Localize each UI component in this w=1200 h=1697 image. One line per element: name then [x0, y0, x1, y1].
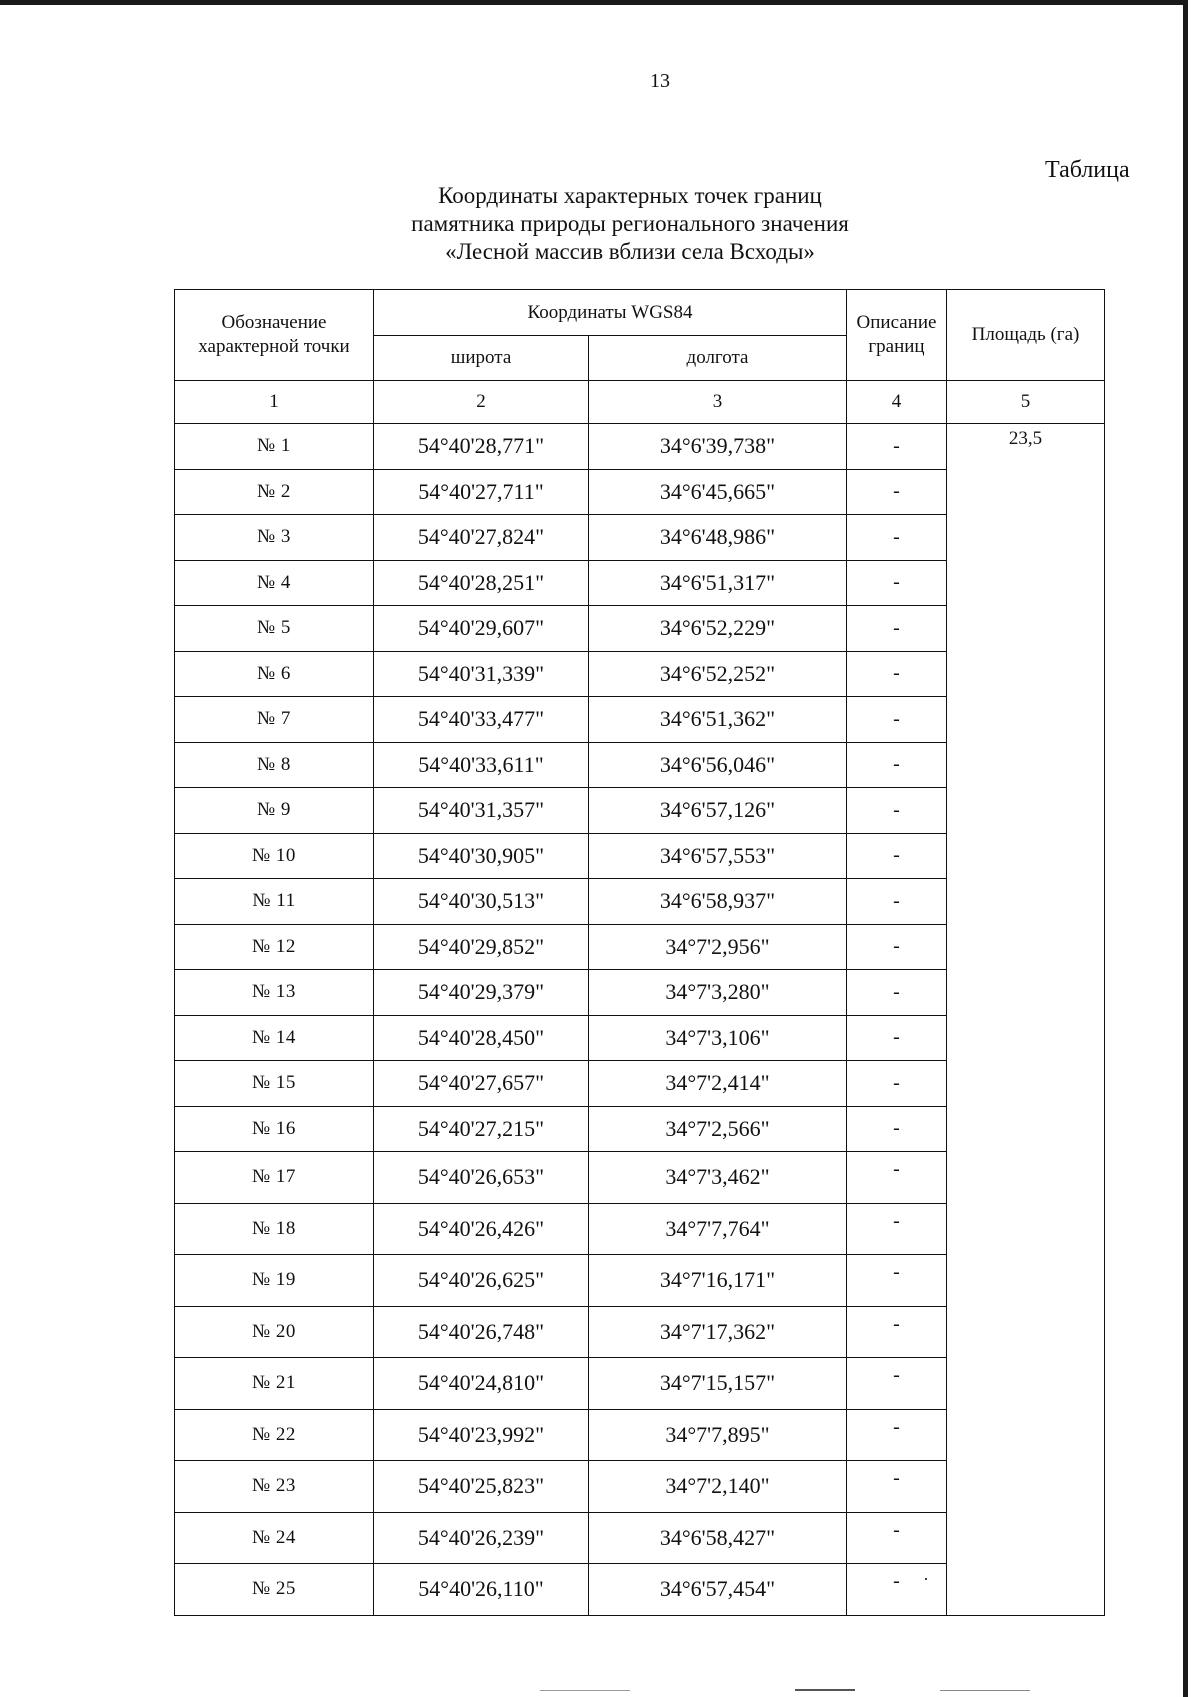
scan-speck: [795, 1689, 855, 1691]
column-number-2: 2: [374, 381, 589, 424]
point-designation: № 20: [175, 1306, 374, 1358]
point-designation: № 3: [175, 515, 374, 561]
longitude-value: 34°6'51,362": [589, 697, 847, 743]
point-designation: № 1: [175, 424, 374, 470]
longitude-value: 34°7'7,764": [589, 1203, 847, 1255]
latitude-value: 54°40'27,711": [374, 469, 589, 515]
longitude-value: 34°6'58,427": [589, 1512, 847, 1564]
longitude-value: 34°6'57,126": [589, 788, 847, 834]
point-designation: № 18: [175, 1203, 374, 1255]
longitude-value: 34°7'2,566": [589, 1106, 847, 1152]
page-number: 13: [650, 70, 670, 92]
point-designation: № 6: [175, 651, 374, 697]
point-designation: № 16: [175, 1106, 374, 1152]
latitude-value: 54°40'30,513": [374, 879, 589, 925]
boundary-description-value: -: [847, 788, 947, 834]
boundary-description-value: -: [847, 1409, 947, 1461]
area-value: 23,5: [947, 424, 1105, 1616]
latitude-value: 54°40'26,748": [374, 1306, 589, 1358]
header-designation: Обозначение характерной точки: [175, 290, 374, 381]
latitude-value: 54°40'26,426": [374, 1203, 589, 1255]
point-designation: № 8: [175, 742, 374, 788]
boundary-description-value: -: [847, 560, 947, 606]
title-line-3: «Лесной массив вблизи села Всходы»: [445, 239, 815, 264]
boundary-description-value: -: [847, 651, 947, 697]
longitude-value: 34°6'51,317": [589, 560, 847, 606]
longitude-value: 34°6'48,986": [589, 515, 847, 561]
point-designation: № 7: [175, 697, 374, 743]
title-line-2: памятника природы регионального значения: [411, 211, 849, 236]
header-longitude: долгота: [589, 336, 847, 381]
latitude-value: 54°40'28,450": [374, 1015, 589, 1061]
boundary-description-value: -: [847, 742, 947, 788]
boundary-description-value: -: [847, 970, 947, 1016]
latitude-value: 54°40'27,824": [374, 515, 589, 561]
longitude-value: 34°6'56,046": [589, 742, 847, 788]
latitude-value: 54°40'26,110": [374, 1564, 589, 1616]
header-latitude: широта: [374, 336, 589, 381]
longitude-value: 34°7'7,895": [589, 1409, 847, 1461]
title-line-1: Координаты характерных точек границ: [438, 183, 822, 208]
latitude-value: 54°40'30,905": [374, 833, 589, 879]
longitude-value: 34°6'58,937": [589, 879, 847, 925]
point-designation: № 4: [175, 560, 374, 606]
point-designation: № 10: [175, 833, 374, 879]
boundary-description-value: -: [847, 1358, 947, 1410]
latitude-value: 54°40'29,607": [374, 606, 589, 652]
longitude-value: 34°7'2,414": [589, 1061, 847, 1107]
boundary-description-value: -: [847, 1564, 947, 1616]
table-body: [175, 424, 1105, 1616]
longitude-value: 34°7'15,157": [589, 1358, 847, 1410]
point-designation: № 25: [175, 1564, 374, 1616]
point-designation: № 12: [175, 924, 374, 970]
scan-speck: [940, 1690, 1030, 1691]
column-number-4: 4: [847, 381, 947, 424]
longitude-value: 34°7'2,956": [589, 924, 847, 970]
boundary-description-value: -: [847, 606, 947, 652]
boundary-description-value: -: [847, 1203, 947, 1255]
document-title: [0, 182, 1200, 266]
longitude-value: 34°6'57,454": [589, 1564, 847, 1616]
scan-speck: [540, 1690, 630, 1691]
boundary-description-value: -: [847, 1461, 947, 1513]
table-row: [175, 424, 1105, 470]
boundary-description-value: -: [847, 515, 947, 561]
scan-speck: [925, 1578, 927, 1580]
latitude-value: 54°40'31,357": [374, 788, 589, 834]
point-designation: № 15: [175, 1061, 374, 1107]
latitude-value: 54°40'33,611": [374, 742, 589, 788]
point-designation: № 11: [175, 879, 374, 925]
longitude-value: 34°7'3,106": [589, 1015, 847, 1061]
latitude-value: 54°40'26,239": [374, 1512, 589, 1564]
latitude-value: 54°40'33,477": [374, 697, 589, 743]
boundary-description-value: -: [847, 879, 947, 925]
column-number-1: 1: [175, 381, 374, 424]
point-designation: № 21: [175, 1358, 374, 1410]
boundary-description-value: -: [847, 1015, 947, 1061]
longitude-value: 34°7'3,280": [589, 970, 847, 1016]
latitude-value: 54°40'26,625": [374, 1255, 589, 1307]
latitude-value: 54°40'28,251": [374, 560, 589, 606]
point-designation: № 17: [175, 1152, 374, 1204]
longitude-value: 34°7'3,462": [589, 1152, 847, 1204]
latitude-value: 54°40'24,810": [374, 1358, 589, 1410]
latitude-value: 54°40'25,823": [374, 1461, 589, 1513]
header-area: Площадь (га): [947, 290, 1105, 381]
latitude-value: 54°40'27,215": [374, 1106, 589, 1152]
boundary-description-value: -: [847, 1106, 947, 1152]
point-designation: № 5: [175, 606, 374, 652]
point-designation: № 19: [175, 1255, 374, 1307]
boundary-description-value: -: [847, 1255, 947, 1307]
coordinates-table: [174, 289, 1105, 1616]
boundary-description-value: -: [847, 833, 947, 879]
column-number-3: 3: [589, 381, 847, 424]
longitude-value: 34°7'2,140": [589, 1461, 847, 1513]
longitude-value: 34°6'45,665": [589, 469, 847, 515]
boundary-description-value: -: [847, 1061, 947, 1107]
point-designation: № 13: [175, 970, 374, 1016]
latitude-value: 54°40'31,339": [374, 651, 589, 697]
latitude-value: 54°40'27,657": [374, 1061, 589, 1107]
latitude-value: 54°40'23,992": [374, 1409, 589, 1461]
boundary-description-value: -: [847, 1152, 947, 1204]
latitude-value: 54°40'29,852": [374, 924, 589, 970]
latitude-value: 54°40'28,771": [374, 424, 589, 470]
boundary-description-value: -: [847, 1306, 947, 1358]
longitude-value: 34°7'17,362": [589, 1306, 847, 1358]
point-designation: № 23: [175, 1461, 374, 1513]
boundary-description-value: -: [847, 424, 947, 470]
latitude-value: 54°40'26,653": [374, 1152, 589, 1204]
longitude-value: 34°6'57,553": [589, 833, 847, 879]
longitude-value: 34°7'16,171": [589, 1255, 847, 1307]
longitude-value: 34°6'52,229": [589, 606, 847, 652]
longitude-value: 34°6'39,738": [589, 424, 847, 470]
boundary-description-value: -: [847, 1512, 947, 1564]
scan-edge-top: [0, 0, 1186, 5]
point-designation: № 14: [175, 1015, 374, 1061]
point-designation: № 9: [175, 788, 374, 834]
header-coordinates: Координаты WGS84: [374, 290, 847, 336]
boundary-description-value: -: [847, 697, 947, 743]
header-boundary-description: Описание границ: [847, 290, 947, 381]
table-label: Таблица: [1045, 157, 1130, 183]
latitude-value: 54°40'29,379": [374, 970, 589, 1016]
point-designation: № 2: [175, 469, 374, 515]
column-number-5: 5: [947, 381, 1105, 424]
boundary-description-value: -: [847, 469, 947, 515]
boundary-description-value: -: [847, 924, 947, 970]
longitude-value: 34°6'52,252": [589, 651, 847, 697]
point-designation: № 24: [175, 1512, 374, 1564]
point-designation: № 22: [175, 1409, 374, 1461]
